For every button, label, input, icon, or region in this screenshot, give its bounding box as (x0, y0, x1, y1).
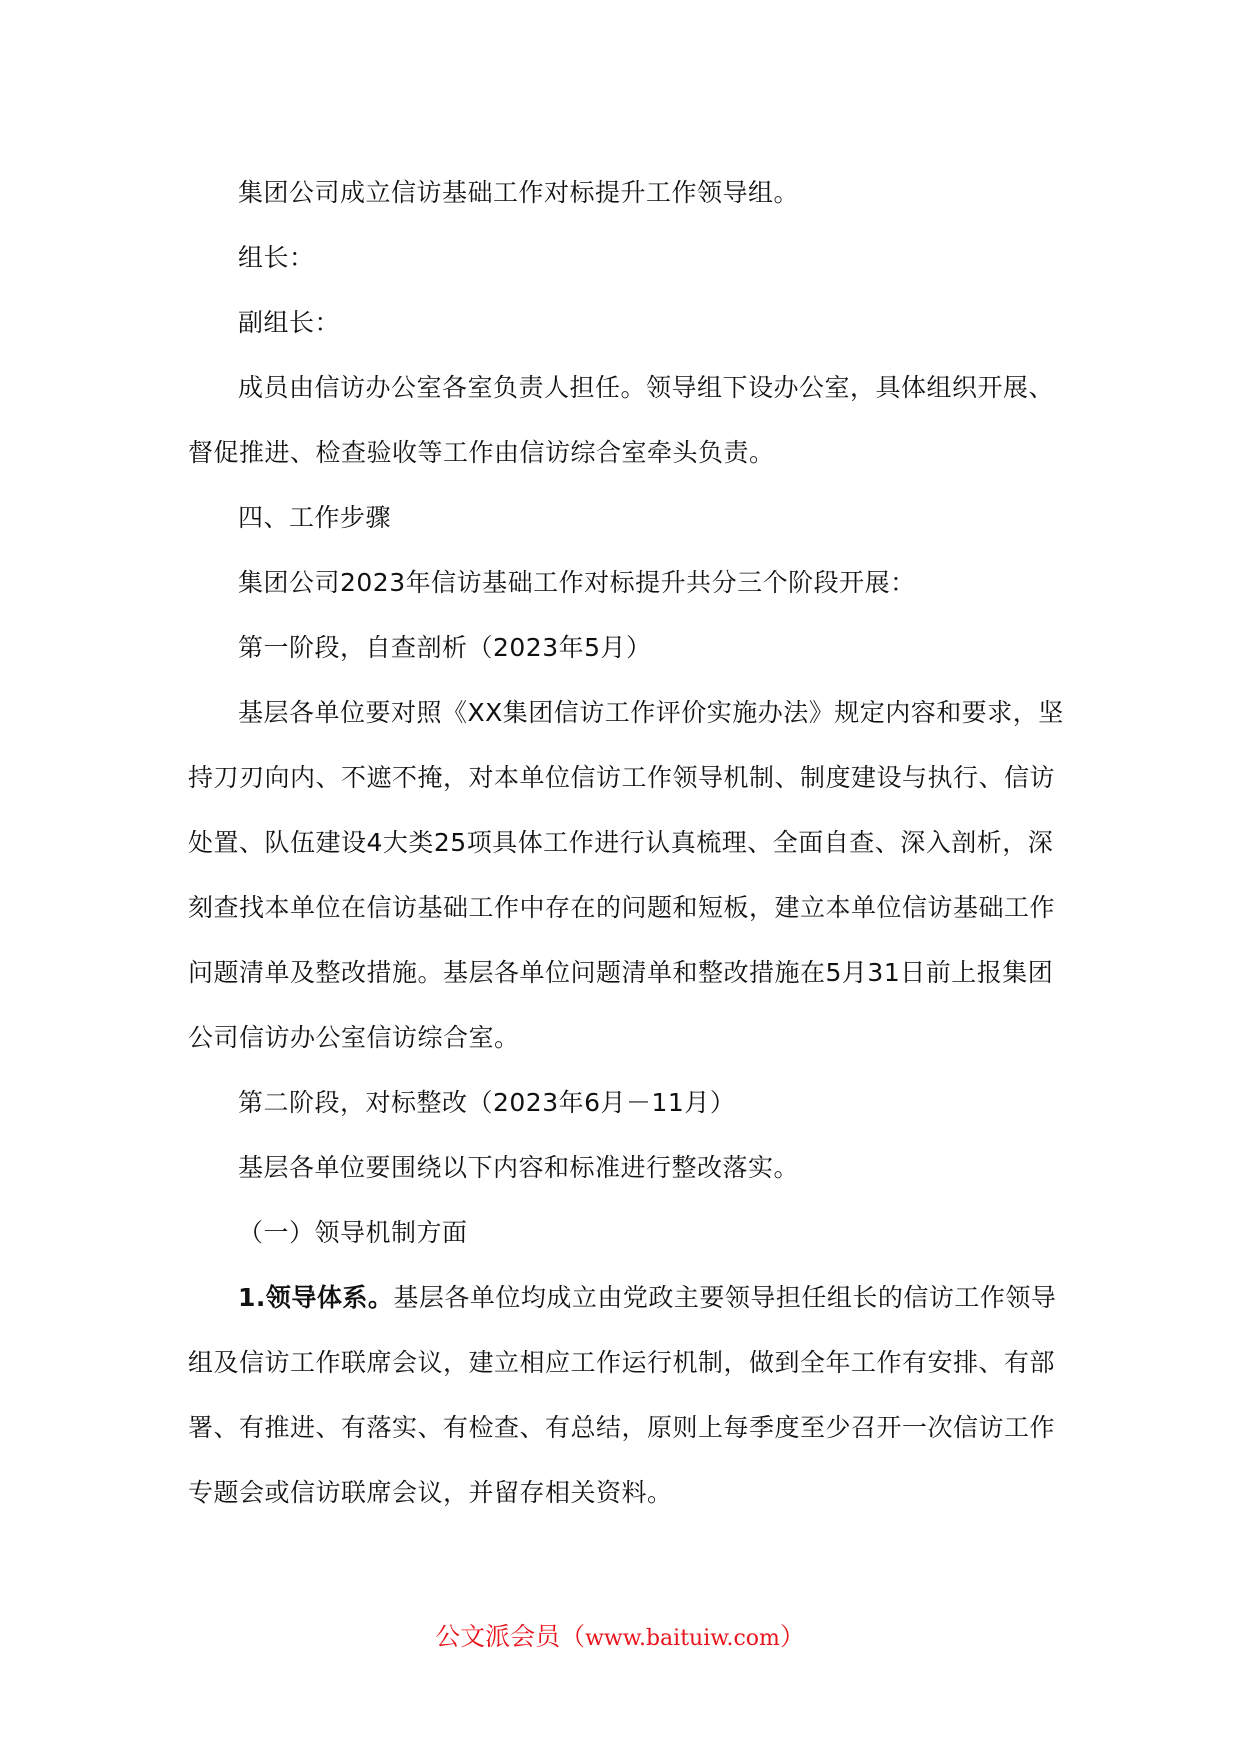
paragraph-members: 成员由信访办公室各室负责人担任。领导组下设办公室，具体组织开展、督促推进、检查验收等工作由信访综合室牵头负责。 (188, 373, 1055, 467)
footer-close: ） (779, 1622, 805, 1651)
footer-label: 公文派会员（ (435, 1622, 586, 1651)
paragraph-deputy-leader: 副组长： (238, 308, 341, 337)
stage-two-heading: 第二阶段，对标整改（2023年6月－11月） (238, 1088, 736, 1117)
document-body (188, 160, 1068, 1525)
paragraph-stage-two-body: 基层各单位要围绕以下内容和标准进行整改落实。 (238, 1153, 800, 1182)
paragraph-leadership-system-title: 1.领导体系。 (238, 1283, 394, 1312)
paragraph-leadership-system-text: 基层各单位均成立由党政主要领导担任组长的信访工作领导组及信访工作联席会议，建立相应工作运行机制，做到全年工作有安排、有部署、有推进、有落实、有检查、有总结，原则上每季度至少召开一次信访工作专题会或信访联席会议，并留存相关资料。 (188, 1283, 1057, 1507)
paragraph-three-stages: 集团公司2023年信访基础工作对标提升共分三个阶段开展： (238, 568, 916, 597)
footer-watermark (0, 1620, 1240, 1656)
paragraph-stage-one-body: 基层各单位要对照《XX集团信访工作评价实施办法》规定内容和要求，坚持刀刃向内、不遮不掩，对本单位信访工作领导机制、制度建设与执行、信访处置、队伍建设4大类25项具体工作进行认真梳理、全面自查、深入剖析，深刻查找本单位在信访基础工作中存在的问题和短板，建立本单位信访基础工作问题清单及整改措施。基层各单位问题清单和整改措施在5月31日前上报集团公司信访办公室信访综合室。 (188, 698, 1064, 1052)
subheading-leadership-mechanism: （一）领导机制方面 (238, 1218, 468, 1247)
footer-url-link[interactable]: www.baituiw.com (585, 1626, 780, 1651)
section-heading-work-steps: 四、工作步骤 (238, 503, 392, 532)
stage-one-heading: 第一阶段，自查剖析（2023年5月） (238, 633, 652, 662)
paragraph-group-leader: 组长： (238, 243, 315, 272)
paragraph-leadership-system (188, 1265, 1068, 1525)
paragraph-leading-group: 集团公司成立信访基础工作对标提升工作领导组。 (238, 178, 800, 207)
